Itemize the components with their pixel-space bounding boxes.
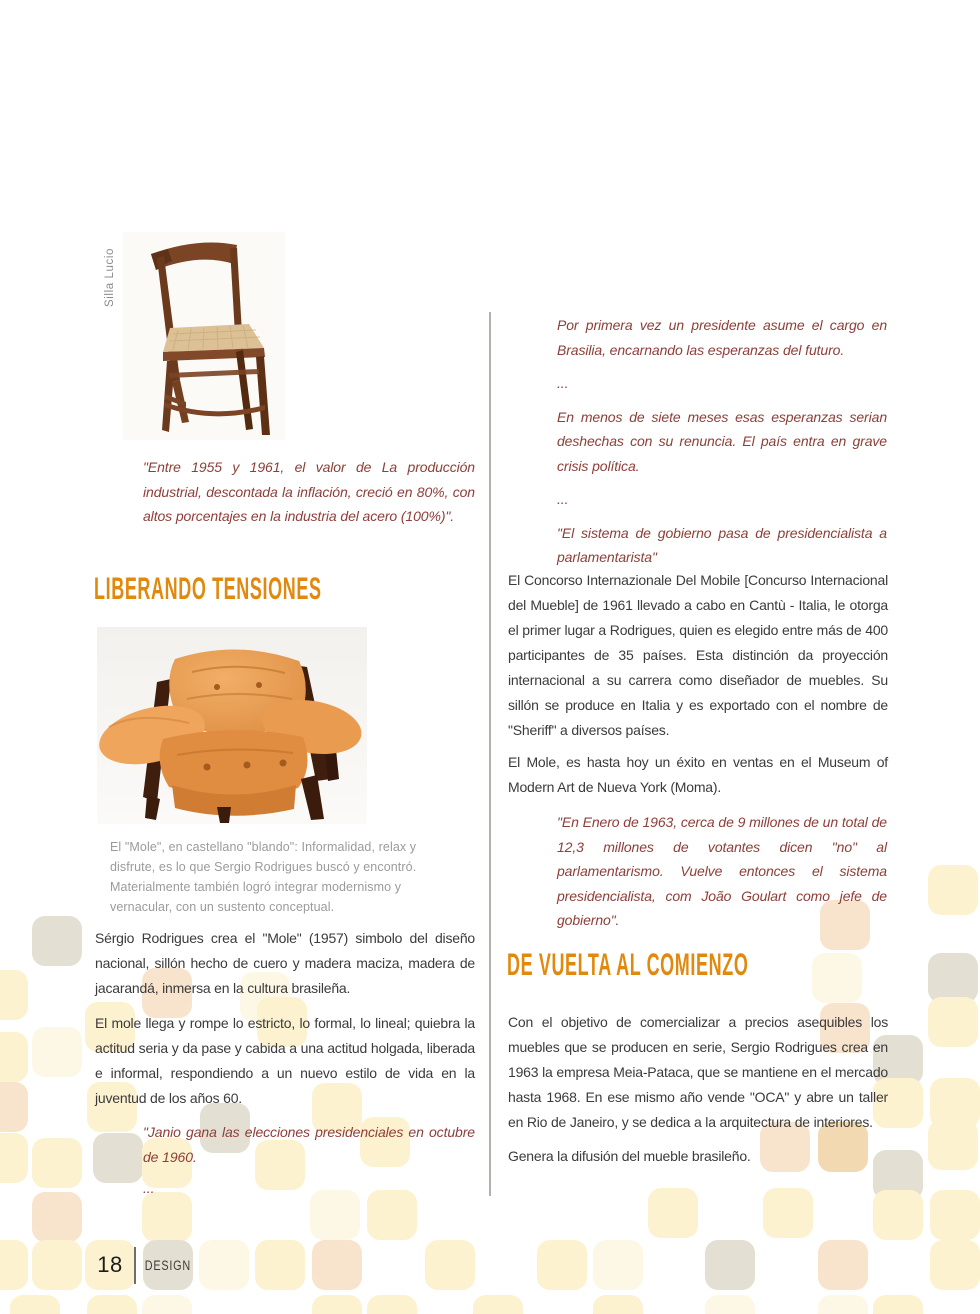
quote-janio: "Janio gana las elecciones presidenciales en octubre de 1960.: [143, 1124, 475, 1165]
quote-janio-ellipsis: ...: [143, 1180, 155, 1196]
quote-line: "El sistema de gobierno pasa de presidencialista a parlamentarista": [557, 524, 887, 565]
mole-armchair-photo: [97, 627, 367, 824]
quote-produccion-industrial: "Entre 1955 y 1961, el valor de La producción industrial, descontada la inflación, creció en 80%, con altos porcentajes en la industria del acero (100%)".: [143, 459, 475, 524]
quote-enero-1963: "En Enero de 1963, cerca de 9 millones de un total de 12,3 millones de votantes dicen "no" al parlamentarismo. Vuelve entonces el sistema presidencialista, com João Goulart como jefe de gobierno".: [557, 814, 887, 928]
quote-ellipsis: ...: [557, 375, 569, 391]
paragraph-mole-style: El mole llega y rompe lo estricto, lo formal, lo lineal; quiebra la actitud seria y da pase y cabida a una actitud holgada, liberada e informal, respondiendo a un nuevo estilo de vida en la juventud de los años 60.: [95, 1015, 475, 1106]
mole-caption: El "Mole", en castellano "blando": Informalidad, relax y disfrute, es lo que Sergio Rodrigues buscó y encontró. Materialmente también logró integrar modernismo y vernacular, con un sustento conceptual.: [110, 840, 417, 914]
wooden-chair-illustration: [123, 232, 285, 440]
column-divider: [489, 312, 491, 1196]
chair-photo-label: Silla Lucio: [104, 247, 116, 307]
footer-divider: [134, 1247, 136, 1284]
paragraph-concorso: El Concorso Internazionale Del Mobile [Concurso Internacional del Mueble] de 1961 llevado a cabo en Cantù - Italia, le otorga el primer lugar a Rodrigues, quien es elegido entre más de 400 participantes de 35 países. Esta distinción da proyección internacional a su carrera como diseñador de muebles. Su sillón se produce en Italia y es exportado con el nombre de "Sheriff" a diversos países.: [508, 572, 888, 738]
paragraph-moma: El Mole, es hasta hoy un éxito en ventas en el Museum of Modern Art de Nueva York (Moma).: [508, 754, 888, 795]
page-number-badge: [85, 1240, 135, 1290]
section-badge: [143, 1240, 193, 1290]
leather-armchair-illustration: [97, 627, 367, 824]
silla-lucio-photo: [123, 232, 285, 440]
heading-de-vuelta-al-comienzo: DE VUELTA AL COMIENZO: [507, 948, 749, 983]
section-label: DESIGN: [144, 1257, 192, 1273]
paragraph-difusion: Genera la difusión del mueble brasileño.: [508, 1148, 751, 1164]
heading-liberando-tensiones: LIBERANDO TENSIONES: [94, 572, 322, 607]
quote-line: Por primera vez un presidente asume el cargo en Brasilia, encarnando las esperanzas del futuro.: [557, 317, 887, 358]
page-number: 18: [97, 1252, 123, 1277]
quote-presidente-brasilia: [557, 313, 887, 579]
paragraph-meia-pataca: Con el objetivo de comercializar a precios asequibles los muebles que se producen en serie, Sergio Rodrigues crea en 1963 la empresa Meia-Pataca, que se mantiene en el mercado hasta 1968. En ese mismo año vende "OCA" y abre un taller en Rio de Janeiro, y se dedica a la arquitectura de interiores.: [508, 1014, 888, 1130]
quote-ellipsis: ...: [557, 491, 569, 507]
quote-line: En menos de siete meses esas esperanzas serian deshechas con su renuncia. El país entra en grave crisis política.: [557, 408, 887, 474]
paragraph-mole-creation: Sérgio Rodrigues crea el "Mole" (1957) simbolo del diseño nacional, sillón hecho de cuero y madera maciza, madera de jacarandá, inmersa en la cultura brasileña.: [95, 930, 475, 996]
